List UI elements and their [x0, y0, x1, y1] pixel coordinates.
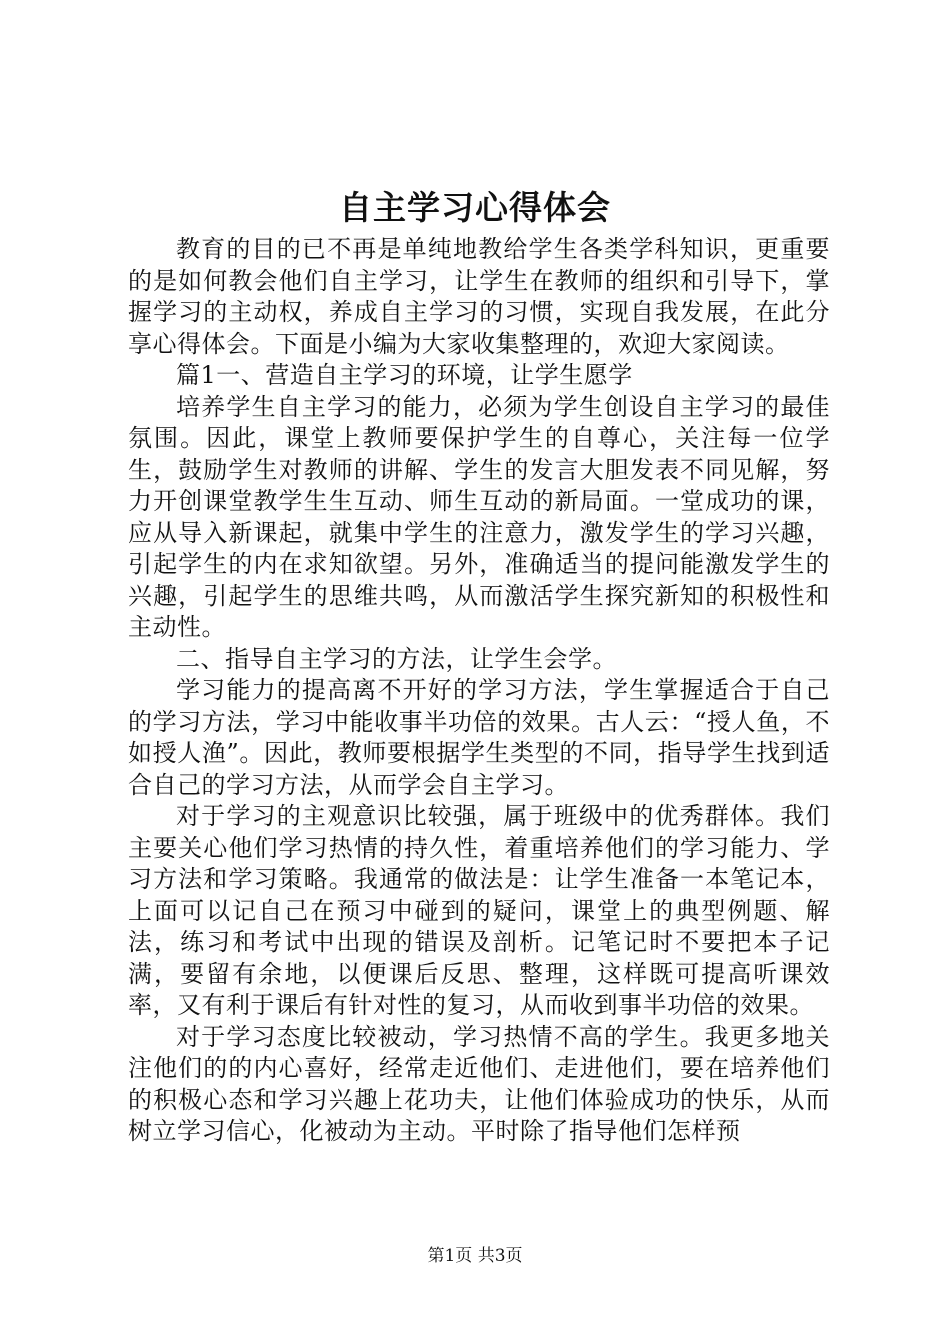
section-heading-1: 篇1一、营造自主学习的环境，让学生愿学: [176, 361, 633, 389]
body-paragraph: 对于学习的主观意识比较强，属于班级中的优秀群体。我们主要关心他们学习热情的持久性，着重培养他们的学习能力、学习方法和学习策略。我通常的做法是：让学生准备一本笔记本，上面可以记自己在预习中碰到的疑问，课堂上的典型例题、解法，练习和考试中出现的错误及剖析。记笔记时不要把本子记满，要留有余地，以便课后反思、整理，这样既可提高听课效率，又有利于课后有针对性的复习，从而收到事半功倍的效果。: [128, 802, 830, 1019]
body-paragraph: 学习能力的提高离不开好的学习方法，学生掌握适合于自己的学习方法，学习中能收事半功倍的效果。古人云：“授人鱼，不如授人渔”。因此，教师要根据学生类型的不同，指导学生找到适合自己的学习方法，从而学会自主学习。: [128, 676, 830, 799]
body-paragraph: 对于学习态度比较被动，学习热情不高的学生。我更多地关注他们的的内心喜好，经常走近他们、走进他们，要在培养他们的积极心态和学习兴趣上花功夫，让他们体验成功的快乐，从而树立学习信心，化被动为主动。平时除了指导他们怎样预: [128, 1022, 830, 1145]
body-paragraph: 培养学生自主学习的能力，必须为学生创设自主学习的最佳氛围。因此，课堂上教师要保护学生的自尊心，关注每一位学生，鼓励学生对教师的讲解、学生的发言大胆发表不同见解，努力开创课堂教学生生互动、师生互动的新局面。一堂成功的课，应从导入新课起，就集中学生的注意力，激发学生的学习兴趣，引起学生的内在求知欲望。另外，准确适当的提问能激发学生的兴趣，引起学生的思维共鸣，从而激活学生探究新知的积极性和主动性。: [128, 392, 830, 641]
intro-paragraph: 教育的目的已不再是单纯地教给学生各类学科知识，更重要的是如何教会他们自主学习，让学生在教师的组织和引导下，掌握学习的主动权，养成自主学习的习惯，实现自我发展，在此分享心得体会。下面是小编为大家收集整理的，欢迎大家阅读。: [128, 235, 830, 358]
section-heading-2: 二、指导自主学习的方法，让学生会学。: [176, 644, 617, 673]
document-body: [128, 234, 830, 1148]
document-title: 自主学习心得体会: [339, 188, 611, 227]
page-footer: 第1页 共3页: [427, 1246, 523, 1266]
